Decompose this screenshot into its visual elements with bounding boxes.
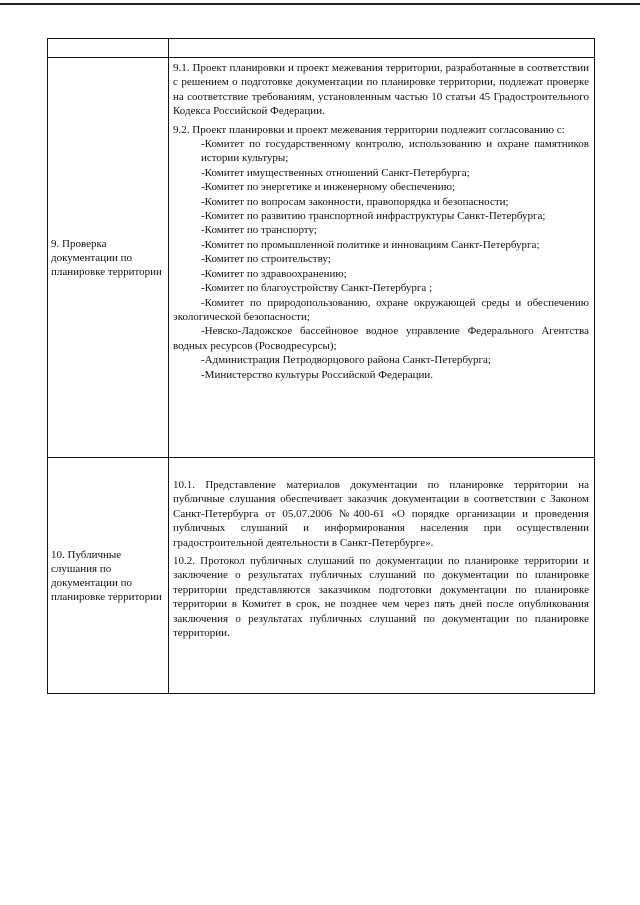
- section-9-row: [48, 58, 595, 458]
- header-cell-right: [169, 39, 595, 58]
- table-header-row: [48, 39, 595, 58]
- section-9-content-cell: [169, 58, 595, 458]
- list-item: -Комитет по энергетике и инженерному обеспечению;: [201, 181, 455, 194]
- header-cell-left: [48, 39, 169, 58]
- section-10-row: [48, 458, 595, 694]
- list-item: -Комитет по строительству;: [201, 253, 331, 266]
- list-item: -Комитет по здравоохранению;: [201, 267, 347, 280]
- paragraph-10-1: 10.1. Представление материалов документации по планировке территории на публичные слушания обеспечивает заказчик документации в соответствии с Законом Санкт-Петербурга от 05.07.2006 №400-61 «О порядке организации и проведения публичных слушаний и информирования населения при осуществлении градостроительной деятельности в Санкт-Петербурге».: [173, 479, 589, 549]
- list-item: -Комитет по промышленной политике и инновациям Санкт-Петербурга;: [201, 238, 540, 251]
- list-item: -Комитет по развитию транспортной инфраструктуры Санкт-Петербурга;: [201, 210, 546, 223]
- document-table: [47, 38, 595, 694]
- list-item: -Министерство культуры Российской Федерации.: [201, 368, 433, 381]
- list-item: -Невско-Ладожское бассейновое водное управление Федерального Агентства водных ресурсов (Росводресурсы);: [173, 325, 589, 352]
- section-9-label-cell: [48, 58, 169, 458]
- list-item: -Комитет имущественных отношений Санкт-Петербурга;: [201, 166, 470, 179]
- paragraph-10-2: 10.2. Протокол публичных слушаний по документации по планировке территории и заключение о результатах публичных слушаний по документации по планировке территории представляются заказчиком подготовки документации по планировке территории в Комитет в срок, не позднее чем через пять дней после опубликования заключения о результатах публичных слушаний по документации по планировке территории.: [173, 555, 589, 640]
- list-item: -Администрация Петродворцового района Санкт-Петербурга;: [201, 354, 491, 367]
- paragraph-9-1: 9.1. Проект планировки и проект межевания территории, разработанные в соответствии с решением о подготовке документации по планировке территории, подлежат проверке на соответствие требованиям, установленным частью 10 статьи 45 Градостроительного Кодекса Российской Федерации.: [173, 62, 589, 118]
- list-item: -Комитет по природопользованию, охране окружающей среды и обеспечению экологической безопасности;: [173, 296, 589, 323]
- section-10-label-cell: [48, 458, 169, 694]
- section-9-label: 9. Проверка документации по планировке территории: [51, 237, 162, 278]
- paragraph-9-2-intro: 9.2. Проект планировки и проект межевания территории подлежит согласованию с:: [173, 123, 565, 136]
- top-rule: [0, 3, 640, 5]
- list-item: -Комитет по транспорту;: [201, 224, 317, 237]
- list-item: -Комитет по государственному контролю, использованию и охране памятников истории культуры;: [201, 138, 589, 165]
- list-item: -Комитет по вопросам законности, правопорядка и безопасности;: [201, 195, 509, 208]
- section-10-content-cell: [169, 458, 595, 694]
- list-item: -Комитет по благоустройству Санкт-Петербурга ;: [201, 282, 433, 295]
- section-10-label: 10. Публичные слушания по документации по планировке территории: [51, 548, 162, 603]
